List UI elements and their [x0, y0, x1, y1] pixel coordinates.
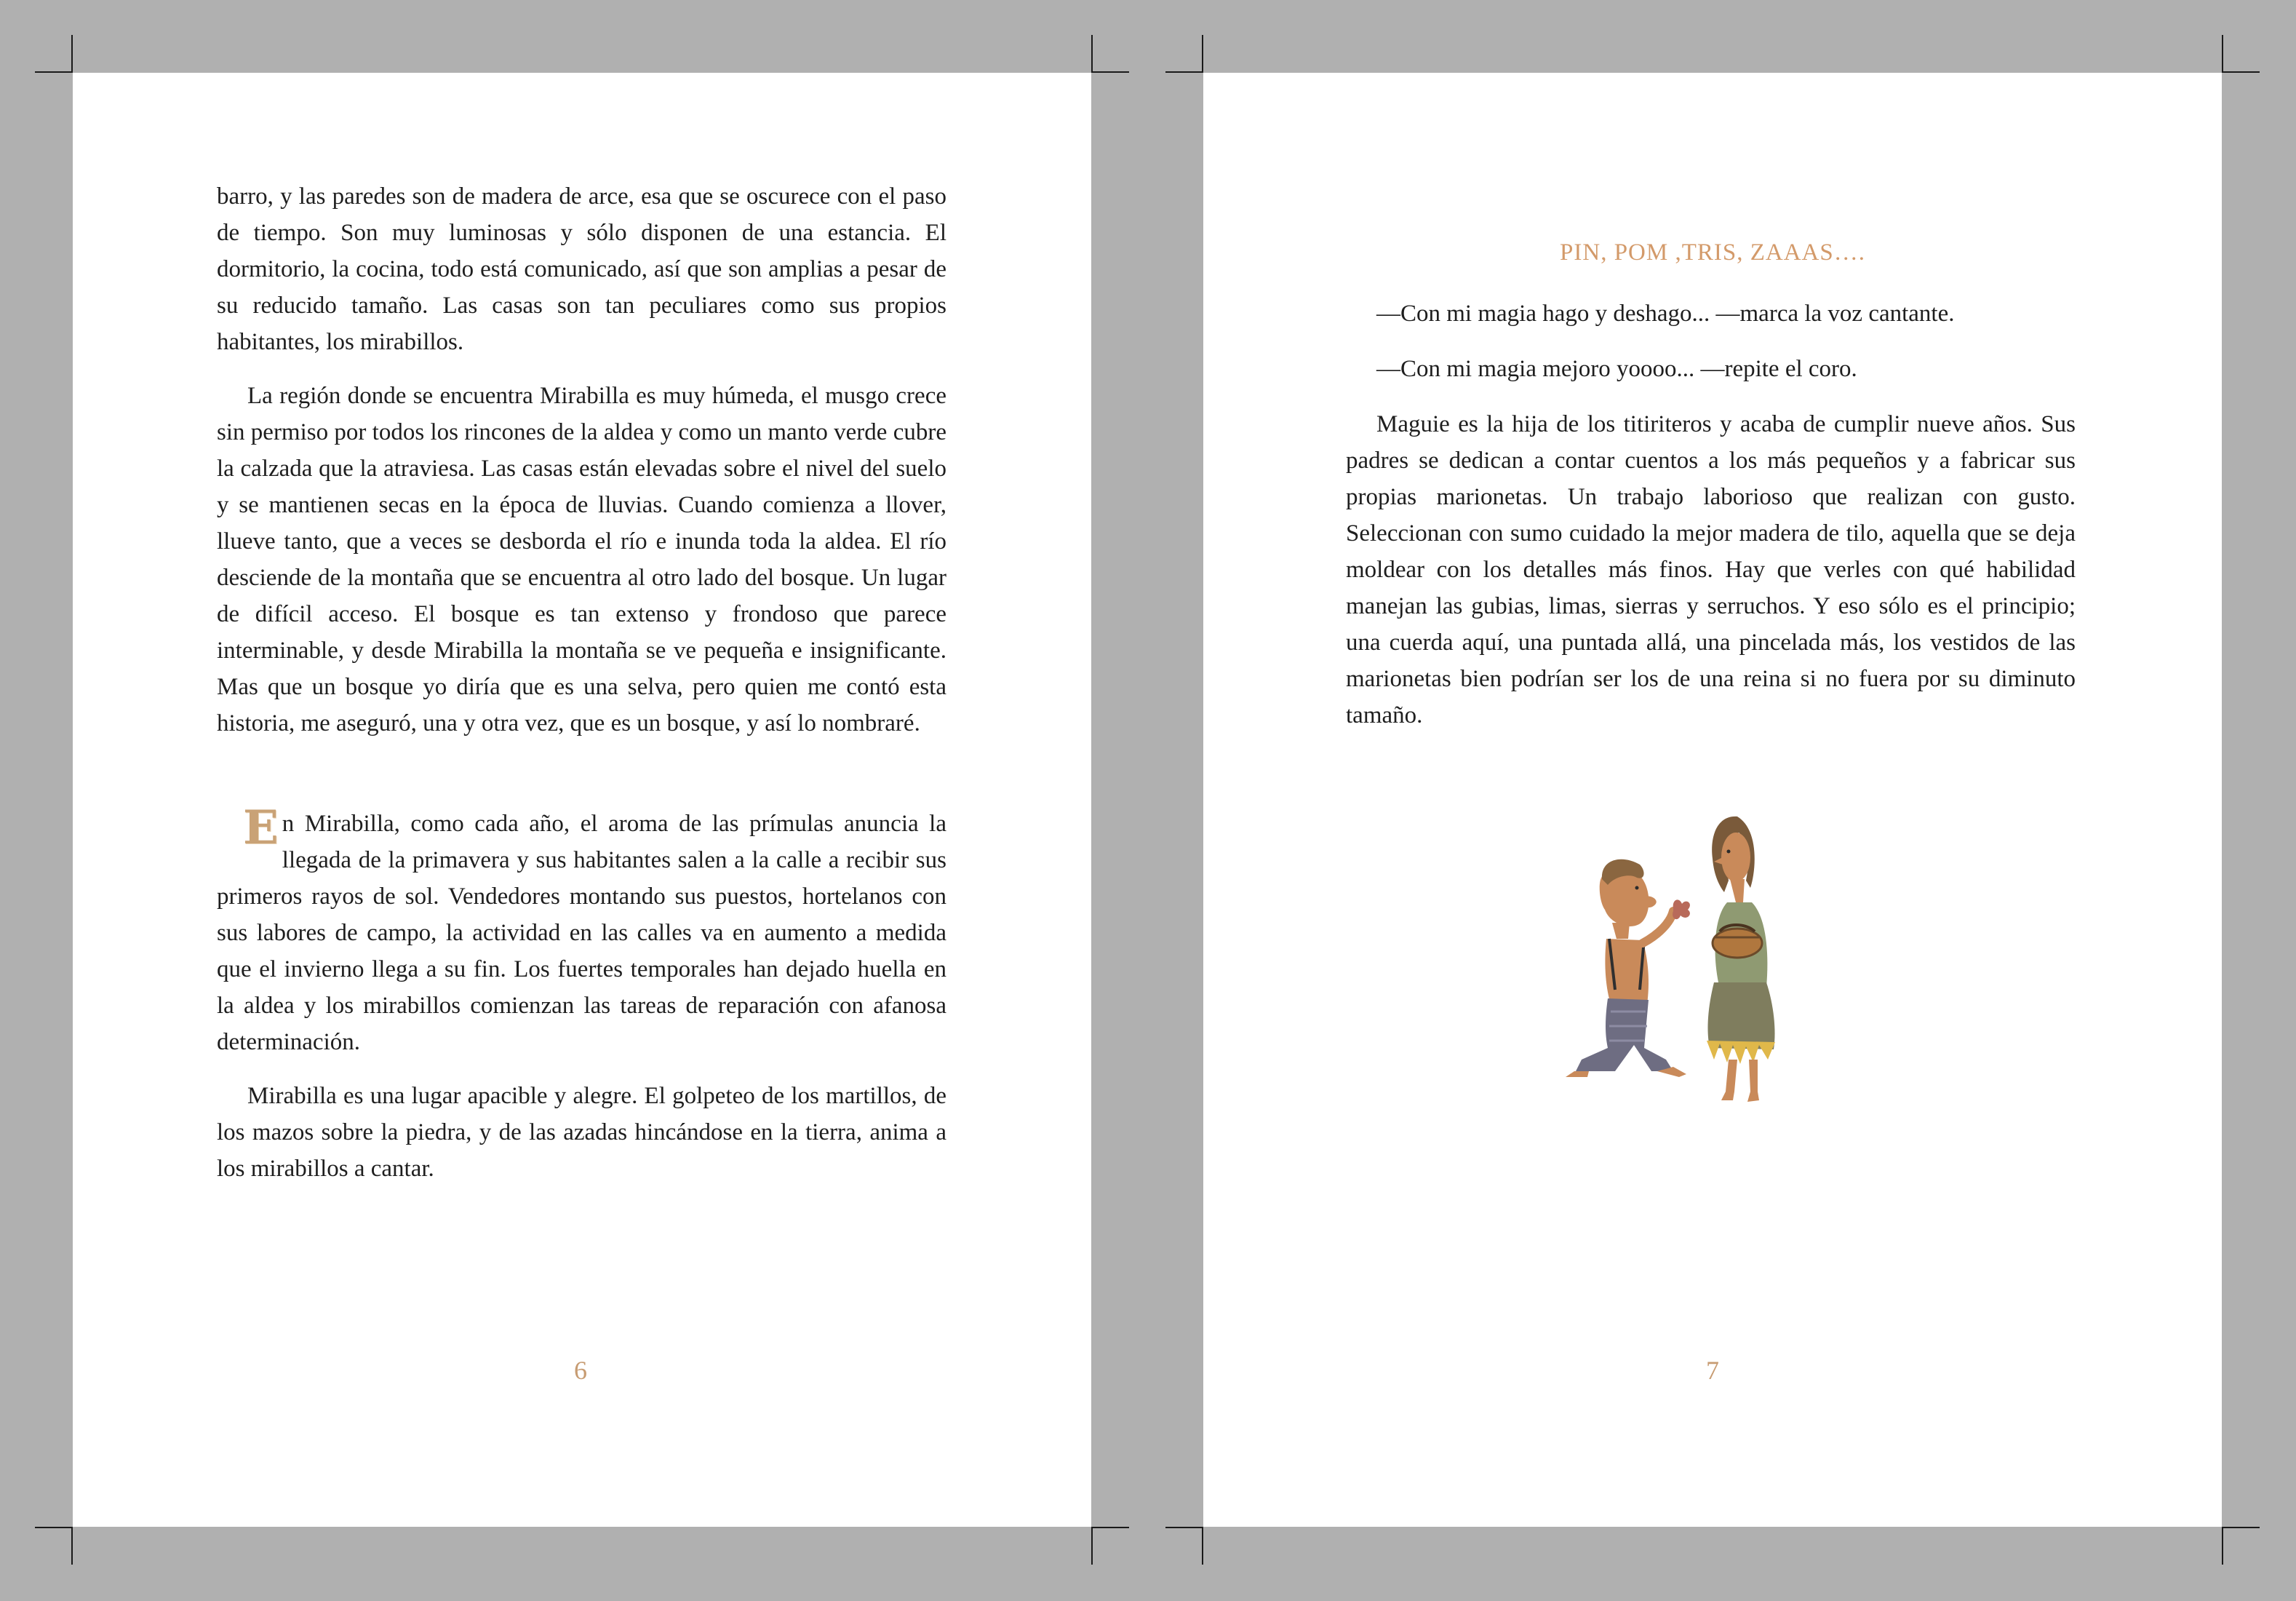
paragraph: barro, y las paredes son de madera de arce, esa que se oscurece con el paso de tiempo. Son muy luminosas y sólo disponen de una estancia. El dormitorio, la cocina, todo está comunicado, así que son amplias a pesar de su reducido tamaño. Las casas son tan peculiares como sus propios habitantes, los mirabillos. — [217, 183, 946, 355]
section-first-paragraph — [217, 800, 946, 1060]
page-number: 7 — [1706, 1356, 1719, 1385]
crop-mark — [1202, 35, 1203, 73]
left-page-body — [217, 178, 946, 1187]
right-page — [1203, 73, 2222, 1527]
crop-mark — [2222, 35, 2223, 73]
girl-figure — [1707, 817, 1775, 1102]
chapter-heading: PIN, POM ,TRIS, ZAAAS…. — [1560, 239, 1865, 266]
paragraph: La región donde se encuentra Mirabilla es muy húmeda, el musgo crece sin permiso por todos los rincones de la aldea y como un manto verde cubre la calzada que la atraviesa. Las casas están elevadas sobre el nivel del suelo y se mantienen secas en la época de lluvias. Cuando comienza a llover, llueve tanto, que a veces se desborda el río e inunda toda la aldea. El río desciende de la montaña que se encuentra al otro lado del bosque. Un lugar de difícil acceso. El bosque es tan extenso y frondoso que parece interminable, y desde Mirabilla la montaña se ve pequeña e insignificante. Mas que un bosque yo diría que es una selva, pero quien me contó esta historia, me aseguró, una y otra vez, que es un bosque, y así lo nombraré. — [217, 383, 946, 736]
crop-mark — [2222, 71, 2260, 73]
crop-mark — [1202, 1527, 1203, 1565]
crop-mark — [1165, 71, 1203, 73]
paragraph: Mirabilla es una lugar apacible y alegre. El golpeteo de los martillos, de los mazos sobre la piedra, y de las azadas hincándose en la tierra, anima a los mirabillos a cantar. — [217, 1083, 946, 1182]
crop-mark — [35, 1527, 73, 1528]
crop-mark — [1091, 1527, 1129, 1528]
page-number: 6 — [574, 1356, 587, 1385]
crop-mark — [1091, 71, 1129, 73]
drop-cap: E — [243, 800, 279, 855]
crop-mark — [2222, 1527, 2260, 1528]
crop-mark — [1091, 35, 1093, 73]
crop-mark — [71, 1527, 73, 1565]
crop-mark — [71, 35, 73, 73]
paragraph: Maguie es la hija de los titiriteros y acaba de cumplir nueve años. Sus padres se dedican a contar cuentos a los más pequeños y a fabricar sus propias marionetas. Un trabajo laborioso que realizan con gusto. Seleccionan con sumo cuidado la mejor madera de tilo, aquella que se deja moldear con los detalles más finos. Hay que verles con qué habilidad manejan las gubias, limas, sierras y serruchos. Y eso sólo es el principio; una cuerda aquí, una puntada allá, una pincelada más, los vestidos de las marionetas bien podrían ser los de una reina si no fuera por su diminuto tamaño. — [1346, 411, 2076, 728]
crop-mark — [1165, 1527, 1203, 1528]
illustration-boy-and-girl — [1564, 800, 1826, 1143]
left-page — [73, 73, 1091, 1527]
right-page-body — [1346, 295, 2076, 734]
crop-mark — [1091, 1527, 1093, 1565]
crop-mark — [2222, 1527, 2223, 1565]
dialogue-line: —Con mi magia mejoro yoooo... —repite el coro. — [1376, 356, 1857, 382]
paragraph-text: n Mirabilla, como cada año, el aroma de las prímulas anuncia la llegada de la primavera y sus habitantes salen a la calle a recibir sus primeros rayos de sol. Vendedores montando sus puestos, hortelanos con sus labores de campo, la actividad en las calles va en aumento a medida que el invierno llega a su fin. Los fuertes temporales han dejado huella en la aldea y los mirabillos comienzan las tareas de reparación con afanosa determinación. — [217, 811, 946, 1055]
boy-figure — [1566, 859, 1690, 1077]
dialogue-line: —Con mi magia hago y deshago... —marca la voz cantante. — [1376, 301, 1955, 327]
crop-mark — [35, 71, 73, 73]
section-break — [217, 742, 946, 806]
